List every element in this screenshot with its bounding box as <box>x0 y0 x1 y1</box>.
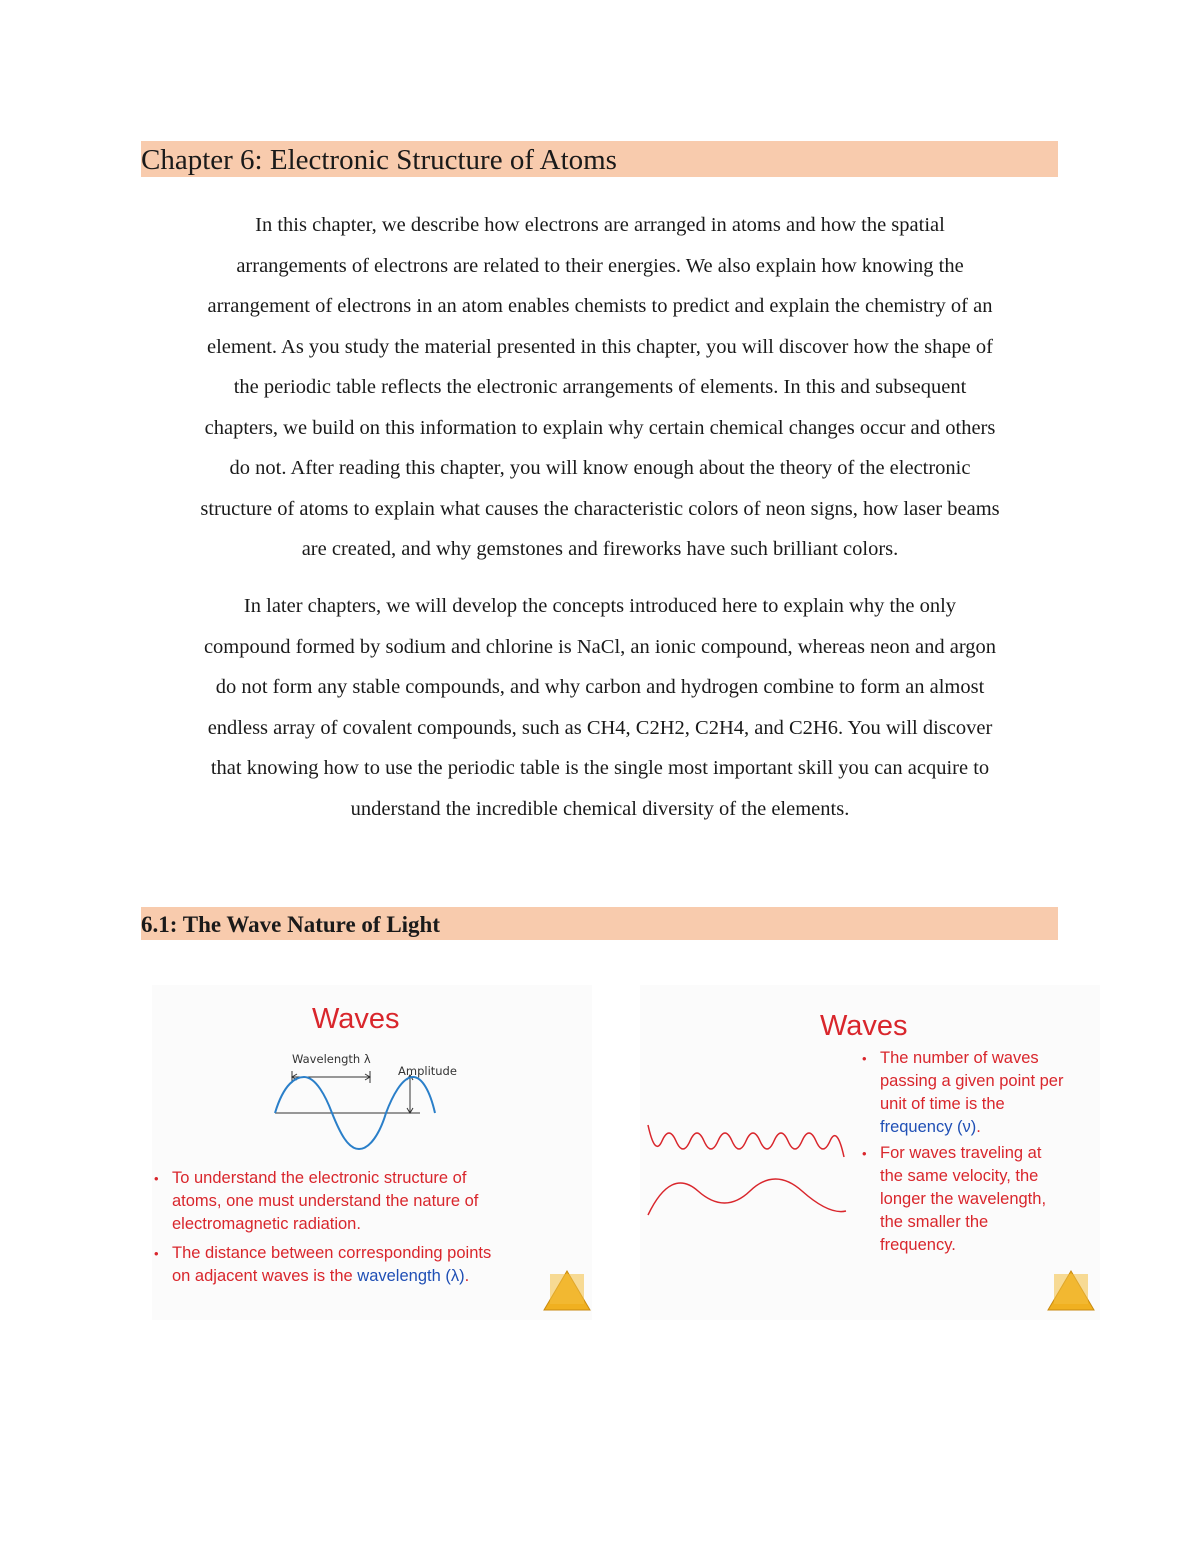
bullet-line: For waves traveling at <box>880 1144 1042 1162</box>
bullet-line: The distance between corresponding points <box>172 1244 492 1262</box>
second-paragraph <box>130 586 1070 829</box>
text-line: In later chapters, we will develop the concepts introduced here to explain why the only <box>243 595 957 617</box>
waves-slide-wavelength <box>152 985 592 1320</box>
bullet-line: To understand the electronic structure of <box>172 1169 467 1187</box>
text-line: arrangements of electrons are related to their energies. We also explain how knowing the <box>236 254 964 277</box>
slide-title: Waves <box>312 1003 400 1035</box>
bullet-line: atoms, one must understand the nature of <box>172 1192 479 1210</box>
bullet-marker: • <box>154 1171 159 1186</box>
wavelength-diagram <box>270 1043 460 1153</box>
bullet-line: frequency. <box>880 1236 956 1254</box>
text-line: do not form any stable compounds, and why carbon and hydrogen combine to form an almost <box>215 676 985 698</box>
bullet-marker: • <box>154 1246 159 1261</box>
bullet-line: electromagnetic radiation. <box>172 1215 361 1233</box>
text-line: understand the incredible chemical diversity of the elements. <box>350 797 850 820</box>
wavelength-term: wavelength (λ) <box>357 1267 465 1285</box>
bullet-line: unit of time is the <box>880 1095 1005 1113</box>
bullet-2 <box>862 1142 1047 1257</box>
textbook-logo-icon <box>542 1268 592 1312</box>
text-line: do not. After reading this chapter, you will know enough about the theory of the electronic <box>229 457 971 479</box>
section-heading: 6.1: The Wave Nature of Light <box>141 907 1058 940</box>
text-line: compound formed by sodium and chlorine is NaCl, an ionic compound, whereas neon and argon <box>203 635 997 658</box>
bullet-line: The number of waves <box>880 1049 1039 1067</box>
text-line: arrangement of electrons in an atom enables chemists to predict and explain the chemistry of an <box>207 295 993 317</box>
bullet-marker: • <box>862 1051 867 1066</box>
text-line: the periodic table reflects the electronic arrangements of elements. In this and subsequent <box>233 376 967 398</box>
textbook-logo-icon <box>1046 1268 1096 1312</box>
text-line: element. As you study the material presented in this chapter, you will discover how the shape of <box>207 335 993 358</box>
text-line: In this chapter, we describe how electrons are arranged in atoms and how the spatial <box>255 214 945 236</box>
text-line: structure of atoms to explain what causes the characteristic colors of neon signs, how laser beams <box>200 497 1000 520</box>
text-line: endless array of covalent compounds, such as CH4, C2H2, C2H4, and C2H6. You will discover <box>207 716 993 739</box>
intro-paragraph <box>130 205 1070 570</box>
frequency-waves-diagram <box>646 1115 856 1235</box>
bullet-2 <box>154 1242 492 1288</box>
text-line: chapters, we build on this information to explain why certain chemical changes occur and others <box>204 416 996 439</box>
bullet-1 <box>862 1047 1064 1139</box>
bullet-line: the same velocity, the <box>880 1167 1039 1185</box>
bullet-line: the smaller the <box>880 1213 989 1231</box>
bullet-line: longer the wavelength, <box>880 1190 1047 1208</box>
amplitude-label: Amplitude <box>398 1064 457 1078</box>
frequency-term: frequency (ν) <box>880 1118 977 1136</box>
bullet-text: . <box>464 1267 470 1285</box>
bullet-text: . <box>976 1118 981 1136</box>
high-frequency-wave <box>648 1125 844 1157</box>
bullet-line: passing a given point per <box>880 1072 1064 1090</box>
chapter-heading: Chapter 6: Electronic Structure of Atoms <box>141 141 1058 177</box>
wavelength-label: Wavelength λ <box>292 1052 371 1066</box>
text-line: are created, and why gemstones and fireworks have such brilliant colors. <box>301 538 899 560</box>
slide-title: Waves <box>820 1010 908 1042</box>
bullet-text: on adjacent waves is the <box>172 1267 358 1285</box>
text-line: that knowing how to use the periodic table is the single most important skill you can acquire to <box>210 757 990 779</box>
bullet-1 <box>154 1167 479 1236</box>
bullet-line <box>172 1265 491 1288</box>
low-frequency-wave <box>648 1179 846 1215</box>
bullet-line <box>880 1116 1063 1139</box>
bullet-marker: • <box>862 1146 867 1161</box>
waves-slide-frequency <box>640 985 1100 1320</box>
